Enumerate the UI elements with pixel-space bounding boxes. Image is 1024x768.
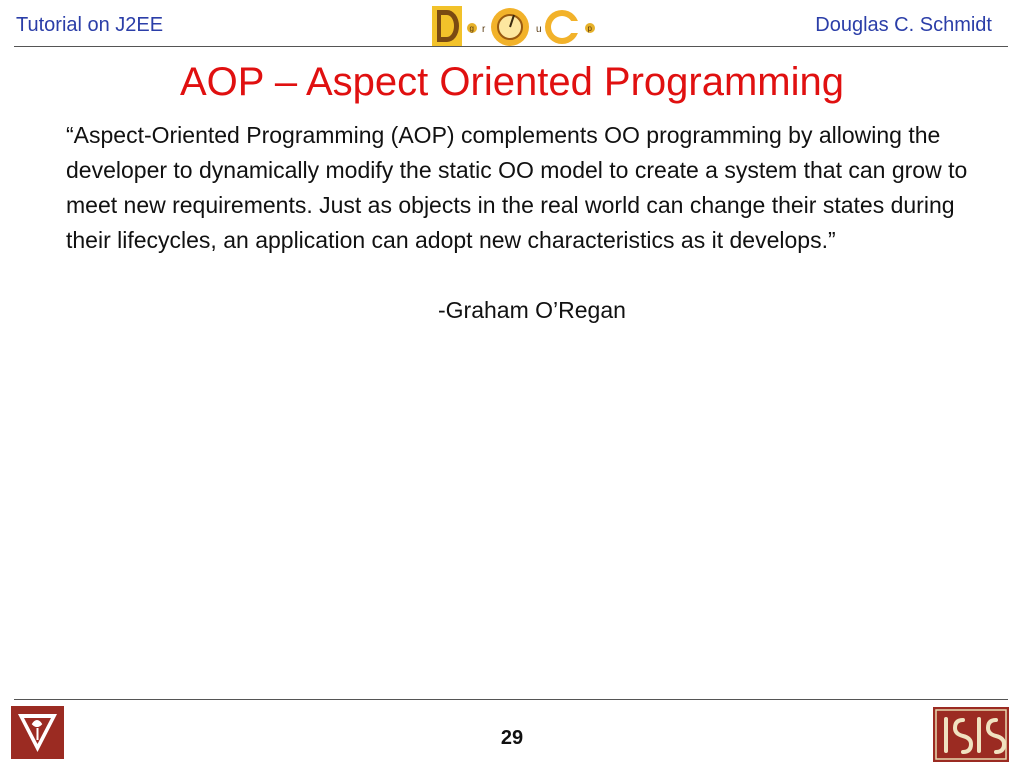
header-divider <box>14 46 1008 47</box>
quote-attribution: -Graham O’Regan <box>438 297 626 323</box>
quote-text: “Aspect-Oriented Programming (AOP) complements OO programming by allowing the developer to dynamically modify the static OO model to create a system that can grow to meet new requirements. Just as objects in the real world can change their states during their lifecycles, an application can adopt new characteristics as it develops.” <box>66 122 968 253</box>
doc-group-logo <box>430 2 600 48</box>
svg-text:p: p <box>587 24 592 33</box>
footer-divider <box>14 699 1008 700</box>
svg-text:u: u <box>536 24 542 35</box>
slide-title: AOP – Aspect Oriented Programming <box>179 60 845 104</box>
course-title: Tutorial on J2EE <box>16 14 164 36</box>
author-name: Douglas C. Schmidt <box>815 14 992 36</box>
svg-text:g: g <box>469 24 474 33</box>
svg-text:r: r <box>482 24 486 35</box>
page-number: 29 <box>500 727 524 749</box>
isis-icon <box>933 707 1009 762</box>
